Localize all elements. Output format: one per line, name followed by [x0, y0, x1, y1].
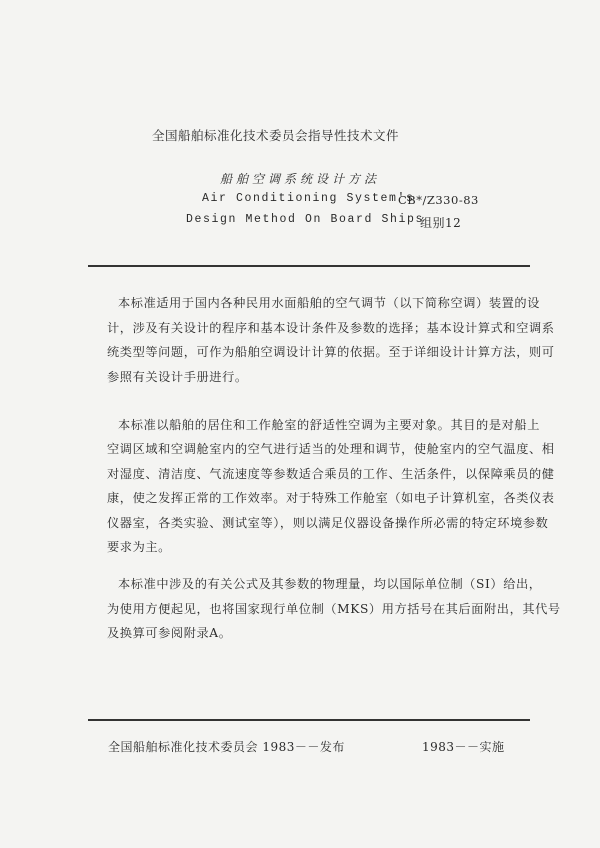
text-line: 本标准以船舶的居住和工作舱室的舒适性空调为主要对象。其目的是对船上 — [118, 418, 540, 432]
top-rule — [88, 265, 530, 267]
text-line: 及换算可参阅附录A。 — [107, 626, 232, 640]
footer-effective: 1983－－实施 — [422, 740, 505, 754]
text-line: 为使用方便起见，也将国家现行单位制（MKS）用方括号在其后面附出，其代号 — [107, 602, 561, 616]
title-en-line2: Design Method On Board Ships — [186, 213, 425, 226]
text-line: 本标准中涉及的有关公式及其参数的物理量，均以国际单位制（SI）给出， — [118, 577, 542, 591]
text-line: 空调区域和空调舱室内的空气进行适当的处理和调节，使舱室内的空气温度、相 — [107, 442, 555, 456]
text-line: 仪器室，各类实验、测试室等），则以满足仪器设备操作所必需的特定环境参数 — [107, 516, 549, 530]
issuer-doc-type: 全国船舶标准化技术委员会指导性技术文件 — [152, 128, 400, 143]
text-line: 要求为主。 — [107, 540, 171, 554]
text-line: 对湿度、清洁度、气流速度等参数适合乘员的工作、生活条件，以保障乘员的健 — [107, 467, 555, 481]
title-cn: 船舶空调系统设计方法 — [220, 172, 381, 186]
standard-code: CB*/Z330-83 — [398, 193, 479, 207]
group-label: 组别12 — [420, 216, 462, 230]
text-line: 康，使之发挥正常的工作效率。对于特殊工作舱室（如电子计算机室，各类仪表 — [107, 491, 555, 505]
text-line: 统类型等问题，可作为船舶空调设计计算的依据。至于详细设计计算方法，则可 — [107, 345, 555, 359]
text-line: 计，涉及有关设计的程序和基本设计条件及参数的选择；基本设计算式和空调系 — [107, 321, 555, 335]
text-line: 参照有关设计手册进行。 — [107, 370, 248, 384]
text-line: 本标准适用于国内各种民用水面船舶的空气调节（以下简称空调）装置的设 — [118, 296, 540, 310]
footer-issued: 全国船舶标准化技术委员会 1983－－发布 — [108, 740, 345, 754]
bottom-rule — [88, 719, 530, 721]
title-en-line1: Air Conditioning System's — [202, 192, 415, 205]
